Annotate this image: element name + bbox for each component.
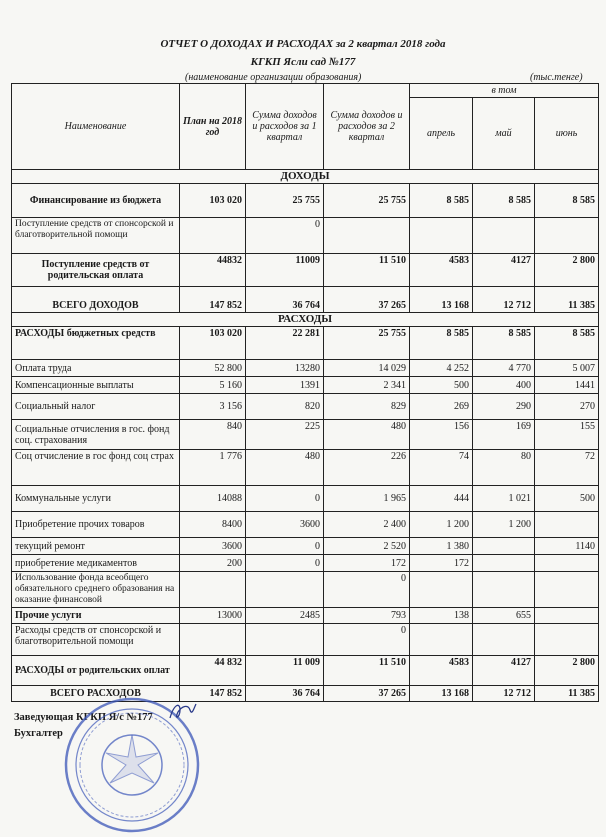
cell-apr: [410, 572, 473, 608]
table-row: [12, 327, 599, 360]
row-name: ВСЕГО РАСХОДОВ: [12, 686, 180, 702]
row-name: Социальные отчисления в гос. фонд соц. страхования: [12, 420, 180, 450]
row-name: Поступление средств от родительская оплата: [12, 254, 180, 287]
cell-may: [473, 538, 535, 555]
cell-plan: 1 776: [180, 450, 246, 486]
table-row: [12, 512, 599, 538]
cell-may: 8 585: [473, 327, 535, 360]
row-name: текущий ремонт: [12, 538, 180, 555]
cell-jun: [535, 624, 599, 656]
header-june: июнь: [535, 98, 599, 170]
cell-apr: 8 585: [410, 327, 473, 360]
cell-jun: 2 800: [535, 656, 599, 686]
cell-may: [473, 555, 535, 572]
cell-q2: 829: [324, 394, 410, 420]
cell-q1: 22 281: [246, 327, 324, 360]
cell-q2: 172: [324, 555, 410, 572]
cell-apr: 74: [410, 450, 473, 486]
cell-apr: 13 168: [410, 287, 473, 313]
cell-q1: 11009: [246, 254, 324, 287]
cell-q2: 37 265: [324, 686, 410, 702]
cell-may: 80: [473, 450, 535, 486]
cell-may: 1 021: [473, 486, 535, 512]
signature-accountant: Бухгалтер: [14, 728, 63, 739]
cell-q2: 11 510: [324, 656, 410, 686]
cell-jun: 8 585: [535, 184, 599, 218]
cell-q1: 36 764: [246, 287, 324, 313]
cell-jun: [535, 512, 599, 538]
cell-plan: 200: [180, 555, 246, 572]
row-name: приобретение медикаментов: [12, 555, 180, 572]
cell-apr: 13 168: [410, 686, 473, 702]
cell-may: 400: [473, 377, 535, 394]
cell-plan: 147 852: [180, 686, 246, 702]
header-including: в том: [410, 84, 599, 98]
cell-apr: 8 585: [410, 184, 473, 218]
table-row: [12, 394, 599, 420]
cell-apr: 4583: [410, 656, 473, 686]
table-row: [12, 538, 599, 555]
cell-apr: 4 252: [410, 360, 473, 377]
cell-plan: 103 020: [180, 327, 246, 360]
table-row: [12, 572, 599, 608]
cell-apr: 4583: [410, 254, 473, 287]
table-row: [12, 656, 599, 686]
cell-plan: 840: [180, 420, 246, 450]
cell-q2: 793: [324, 608, 410, 624]
table-row: [12, 254, 599, 287]
cell-apr: [410, 218, 473, 254]
cell-q2: 11 510: [324, 254, 410, 287]
cell-jun: [535, 555, 599, 572]
row-name: РАСХОДЫ от родительских оплат: [12, 656, 180, 686]
row-name: Коммунальные услуги: [12, 486, 180, 512]
cell-may: [473, 572, 535, 608]
cell-apr: 1 200: [410, 512, 473, 538]
cell-may: 8 585: [473, 184, 535, 218]
cell-apr: 138: [410, 608, 473, 624]
cell-q2: [324, 218, 410, 254]
row-name: Расходы средств от спонсорской и благотворительной помощи: [12, 624, 180, 656]
header-q1: Сумма доходов и расходов за 1 квартал: [246, 84, 324, 170]
cell-may: 1 200: [473, 512, 535, 538]
cell-apr: [410, 624, 473, 656]
table-row: [12, 555, 599, 572]
cell-may: 655: [473, 608, 535, 624]
table-row: [12, 184, 599, 218]
cell-q1: 0: [246, 486, 324, 512]
cell-may: [473, 624, 535, 656]
cell-apr: 500: [410, 377, 473, 394]
cell-q1: 3600: [246, 512, 324, 538]
header-plan: План на 2018 год: [180, 84, 246, 170]
cell-plan: [180, 218, 246, 254]
cell-may: 4 770: [473, 360, 535, 377]
cell-may: 4127: [473, 254, 535, 287]
cell-q2: 2 341: [324, 377, 410, 394]
cell-may: 4127: [473, 656, 535, 686]
table-row: [12, 486, 599, 512]
table-row: [12, 450, 599, 486]
cell-q2: 0: [324, 572, 410, 608]
row-name: Компенсационные выплаты: [12, 377, 180, 394]
cell-q2: 37 265: [324, 287, 410, 313]
cell-apr: 269: [410, 394, 473, 420]
cell-plan: 3600: [180, 538, 246, 555]
cell-plan: 147 852: [180, 287, 246, 313]
header-april: апрель: [410, 98, 473, 170]
cell-apr: 1 380: [410, 538, 473, 555]
row-name: Финансирование из бюджета: [12, 184, 180, 218]
header-may: май: [473, 98, 535, 170]
row-name: Оплата труда: [12, 360, 180, 377]
cell-plan: 44832: [180, 254, 246, 287]
row-name: Соц отчисление в гос фонд соц страх: [12, 450, 180, 486]
cell-may: [473, 218, 535, 254]
signature-head: Заведующая КГКП Я/с №177: [14, 712, 153, 723]
table-row: [12, 608, 599, 624]
cell-q2: 25 755: [324, 184, 410, 218]
cell-apr: 444: [410, 486, 473, 512]
header-name: Наименование: [12, 84, 180, 170]
table-row: [12, 377, 599, 394]
cell-plan: 8400: [180, 512, 246, 538]
cell-q1: 820: [246, 394, 324, 420]
row-name: Поступление средств от спонсорской и благотворительной помощи: [12, 218, 180, 254]
cell-plan: 13000: [180, 608, 246, 624]
header-q2: Сумма доходов и расходов за 2 квартал: [324, 84, 410, 170]
cell-plan: 5 160: [180, 377, 246, 394]
cell-jun: 72: [535, 450, 599, 486]
cell-q1: 36 764: [246, 686, 324, 702]
cell-q1: 0: [246, 538, 324, 555]
cell-q2: 2 400: [324, 512, 410, 538]
cell-plan: 103 020: [180, 184, 246, 218]
cell-jun: 500: [535, 486, 599, 512]
cell-q1: 0: [246, 218, 324, 254]
table-row: [12, 624, 599, 656]
cell-q1: 480: [246, 450, 324, 486]
cell-q2: 1 965: [324, 486, 410, 512]
cell-q1: 11 009: [246, 656, 324, 686]
section-income: ДОХОДЫ: [12, 170, 599, 184]
section-expenses: РАСХОДЫ: [12, 313, 599, 327]
cell-q1: 25 755: [246, 184, 324, 218]
cell-jun: 155: [535, 420, 599, 450]
cell-jun: 11 385: [535, 287, 599, 313]
organization-name: КГКП Ясли сад №177: [250, 56, 356, 68]
cell-jun: 5 007: [535, 360, 599, 377]
cell-q2: 14 029: [324, 360, 410, 377]
signature-scribble: [168, 700, 198, 724]
table-row: [12, 360, 599, 377]
cell-plan: 3 156: [180, 394, 246, 420]
cell-q1: [246, 624, 324, 656]
cell-jun: 11 385: [535, 686, 599, 702]
cell-jun: [535, 572, 599, 608]
cell-jun: [535, 608, 599, 624]
cell-plan: 52 800: [180, 360, 246, 377]
cell-jun: 270: [535, 394, 599, 420]
cell-q1: 2485: [246, 608, 324, 624]
row-name: ВСЕГО ДОХОДОВ: [12, 287, 180, 313]
units-label: (тыс.тенге): [530, 72, 583, 83]
cell-q1: [246, 572, 324, 608]
income-expense-table: [11, 83, 599, 702]
cell-q2: 480: [324, 420, 410, 450]
table-row: [12, 287, 599, 313]
cell-plan: 14088: [180, 486, 246, 512]
cell-plan: [180, 624, 246, 656]
cell-q2: 25 755: [324, 327, 410, 360]
table-row: [12, 420, 599, 450]
cell-jun: 1140: [535, 538, 599, 555]
cell-may: 290: [473, 394, 535, 420]
row-name: Использование фонда всеобщего обязательного среднего образования на оказание финансовой: [12, 572, 180, 608]
cell-jun: [535, 218, 599, 254]
cell-may: 12 712: [473, 686, 535, 702]
cell-q1: 0: [246, 555, 324, 572]
report-title: ОТЧЕТ О ДОХОДАХ И РАСХОДАХ за 2 квартал 2018 года: [160, 38, 446, 50]
cell-q2: 2 520: [324, 538, 410, 555]
cell-apr: 156: [410, 420, 473, 450]
organization-note: (наименование организации образования): [185, 72, 362, 83]
cell-plan: 44 832: [180, 656, 246, 686]
cell-q1: 225: [246, 420, 324, 450]
row-name: РАСХОДЫ бюджетных средств: [12, 327, 180, 360]
row-name: Приобретение прочих товаров: [12, 512, 180, 538]
cell-q2: 226: [324, 450, 410, 486]
row-name: Прочие услуги: [12, 608, 180, 624]
cell-may: 169: [473, 420, 535, 450]
cell-q1: 1391: [246, 377, 324, 394]
cell-plan: [180, 572, 246, 608]
cell-jun: 1441: [535, 377, 599, 394]
cell-jun: 2 800: [535, 254, 599, 287]
row-name: Социальный налог: [12, 394, 180, 420]
cell-jun: 8 585: [535, 327, 599, 360]
cell-may: 12 712: [473, 287, 535, 313]
cell-q2: 0: [324, 624, 410, 656]
cell-q1: 13280: [246, 360, 324, 377]
table-row: [12, 218, 599, 254]
cell-apr: 172: [410, 555, 473, 572]
